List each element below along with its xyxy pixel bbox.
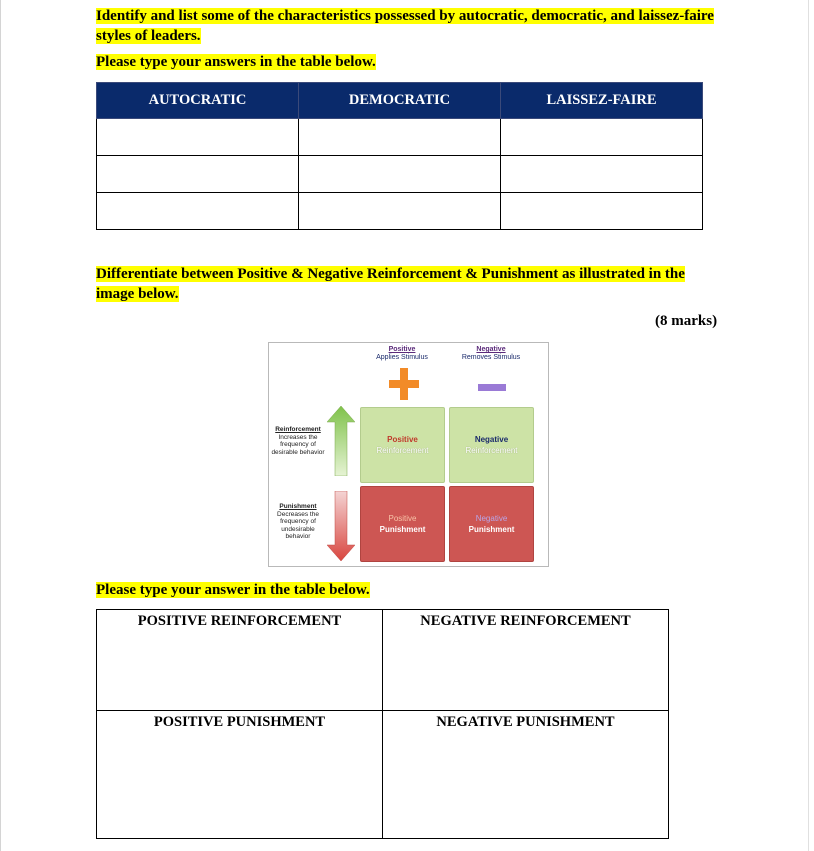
plus-icon [389, 366, 419, 402]
answer-cell[interactable] [299, 193, 501, 230]
up-arrow-icon [327, 406, 355, 476]
minus-icon [478, 384, 506, 392]
table-row [97, 711, 669, 839]
reinforcement-label: Reinforcement Increases the frequency of desirable behavior [271, 426, 325, 456]
header-autocratic: AUTOCRATIC [97, 83, 299, 119]
leadership-styles-table [96, 82, 703, 230]
question1-prompt: Identify and list some of the characteristics possessed by autocratic, democratic, and laissez-faire styles of leaders. [96, 8, 714, 44]
down-arrow-icon [327, 491, 355, 561]
positive-punishment-cell[interactable]: POSITIVE PUNISHMENT [97, 711, 383, 839]
positive-reinforcement-quadrant: Positive Reinforcement [360, 407, 445, 483]
negative-punishment-cell[interactable]: NEGATIVE PUNISHMENT [383, 711, 669, 839]
answer-cell[interactable] [97, 156, 299, 193]
table-row [97, 193, 703, 230]
answer-cell[interactable] [97, 119, 299, 156]
reinforcement-answer-table [96, 609, 669, 839]
positive-punishment-quadrant: Positive Punishment [360, 486, 445, 562]
table-row [97, 119, 703, 156]
page-left-edge [0, 0, 1, 851]
marks-label: (8 marks) [655, 313, 718, 329]
punishment-label: Punishment Decreases the frequency of undesirable behavior [277, 503, 319, 540]
answer-cell[interactable] [501, 119, 703, 156]
question2-prompt: Differentiate between Positive & Negative Reinforcement & Punishment as illustrated in the image below. [96, 266, 685, 302]
negative-header: Negative Removes Stimulus [461, 346, 521, 361]
header-laissez-faire: LAISSEZ-FAIRE [501, 83, 703, 119]
positive-header: Positive Applies Stimulus [376, 346, 428, 361]
negative-reinforcement-quadrant: Negative Reinforcement [449, 407, 534, 483]
answer-cell[interactable] [299, 156, 501, 193]
answer-cell[interactable] [299, 119, 501, 156]
negative-reinforcement-cell[interactable]: NEGATIVE REINFORCEMENT [383, 610, 669, 711]
table-row [97, 610, 669, 711]
answer-cell[interactable] [501, 193, 703, 230]
question1-instruction: Please type your answers in the table below. [96, 54, 376, 70]
header-democratic: DEMOCRATIC [299, 83, 501, 119]
table-row [97, 156, 703, 193]
answer-cell[interactable] [501, 156, 703, 193]
question3-instruction: Please type your answer in the table below. [96, 582, 370, 598]
page-right-edge [808, 0, 809, 851]
answer-cell[interactable] [97, 193, 299, 230]
reinforcement-punishment-figure [268, 342, 549, 567]
positive-reinforcement-cell[interactable]: POSITIVE REINFORCEMENT [97, 610, 383, 711]
negative-punishment-quadrant: Negative Punishment [449, 486, 534, 562]
